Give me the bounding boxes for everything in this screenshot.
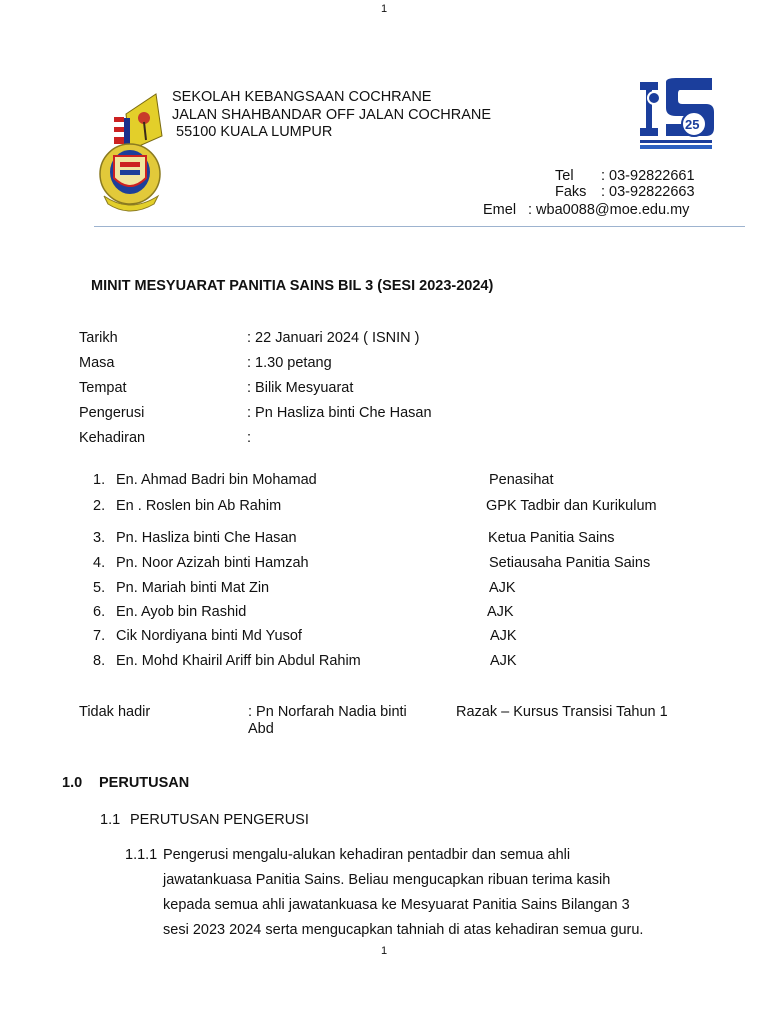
attendee-number: 6. xyxy=(93,604,106,620)
section-number: 1.0 xyxy=(62,775,83,791)
detail-label-tarikh: Tarikh xyxy=(79,330,118,346)
detail-label-masa: Masa xyxy=(79,355,115,371)
emel-value: : wba0088@moe.edu.my xyxy=(528,202,690,218)
paragraph-line: jawatankuasa Panitia Sains. Beliau mengucapkan ribuan terima kasih xyxy=(163,872,611,888)
emel-label: Emel xyxy=(483,202,517,218)
attendee-role: AJK xyxy=(490,628,517,644)
attendee-name: Cik Nordiyana binti Md Yusof xyxy=(116,628,302,644)
absent-reason: Razak – Kursus Transisi Tahun 1 xyxy=(456,704,668,720)
absent-label: Tidak hadir xyxy=(79,704,151,720)
document-title: MINIT MESYUARAT PANITIA SAINS BIL 3 (SESI 2023-2024) xyxy=(91,278,494,294)
attendee-name: Pn. Hasliza binti Che Hasan xyxy=(116,530,297,546)
logo-number: 25 xyxy=(685,117,700,132)
attendee-role: Penasihat xyxy=(489,472,554,488)
school-address-line1: JALAN SHAHBANDAR OFF JALAN COCHRANE xyxy=(172,107,492,123)
paragraph-line: kepada semua ahli jawatankuasa ke Mesyuarat Panitia Sains Bilangan 3 xyxy=(163,897,630,913)
attendee-name: En . Roslen bin Ab Rahim xyxy=(116,498,282,514)
attendee-name: En. Ayob bin Rashid xyxy=(116,604,247,620)
attendee-name: Pn. Mariah binti Mat Zin xyxy=(116,580,270,596)
subsection-title: PERUTUSAN PENGERUSI xyxy=(130,812,309,828)
detail-label-pengerusi: Pengerusi xyxy=(79,405,145,421)
detail-value-tarikh: : 22 Januari 2024 ( ISNIN ) xyxy=(247,330,420,346)
tel-value: : 03-92822661 xyxy=(601,168,695,184)
attendee-number: 2. xyxy=(93,498,106,514)
attendee-number: 8. xyxy=(93,653,106,669)
attendee-number: 3. xyxy=(93,530,106,546)
section-title: PERUTUSAN xyxy=(99,775,190,791)
paragraph-line: Pengerusi mengalu-alukan kehadiran pentadbir dan semua ahli xyxy=(163,847,571,863)
attendee-name: Pn. Noor Azizah binti Hamzah xyxy=(116,555,309,571)
attendee-role: Ketua Panitia Sains xyxy=(488,530,615,546)
school-address-line2: 55100 KUALA LUMPUR xyxy=(176,124,333,140)
page-number-top: 1 xyxy=(381,3,388,15)
school-crest-logo xyxy=(96,92,168,214)
attendee-name: En. Mohd Khairil Ariff bin Abdul Rahim xyxy=(116,653,361,669)
faks-value: : 03-92822663 xyxy=(601,184,695,200)
attendee-number: 7. xyxy=(93,628,106,644)
attendee-role: Setiausaha Panitia Sains xyxy=(489,555,651,571)
paragraph-line: sesi 2023 2024 serta mengucapkan tahniah di atas kehadiran semua guru. xyxy=(163,922,644,938)
absent-name: : Pn Norfarah Nadia binti xyxy=(248,704,407,720)
page-number-bottom: 1 xyxy=(381,945,388,957)
tel-label: Tel xyxy=(555,168,574,184)
detail-value-tempat: : Bilik Mesyuarat xyxy=(247,380,354,396)
item-number: 1.1.1 xyxy=(125,847,158,863)
detail-label-kehadiran: Kehadiran xyxy=(79,430,146,446)
attendee-role: AJK xyxy=(490,653,517,669)
attendee-number: 1. xyxy=(93,472,106,488)
subsection-number: 1.1 xyxy=(100,812,121,828)
detail-value-kehadiran: : xyxy=(247,430,252,446)
attendee-role: AJK xyxy=(487,604,514,620)
attendee-name: En. Ahmad Badri bin Mohamad xyxy=(116,472,317,488)
attendee-number: 5. xyxy=(93,580,106,596)
detail-label-tempat: Tempat xyxy=(79,380,127,396)
programme-logo xyxy=(636,76,716,152)
detail-value-pengerusi: : Pn Hasliza binti Che Hasan xyxy=(247,405,432,421)
detail-value-masa: : 1.30 petang xyxy=(247,355,332,371)
school-name: SEKOLAH KEBANGSAAN COCHRANE xyxy=(172,89,432,105)
attendee-role: AJK xyxy=(489,580,516,596)
attendee-role: GPK Tadbir dan Kurikulum xyxy=(486,498,657,514)
absent-name-continued: Abd xyxy=(248,721,274,737)
header-divider xyxy=(94,226,745,227)
attendee-number: 4. xyxy=(93,555,106,571)
faks-label: Faks xyxy=(555,184,587,200)
